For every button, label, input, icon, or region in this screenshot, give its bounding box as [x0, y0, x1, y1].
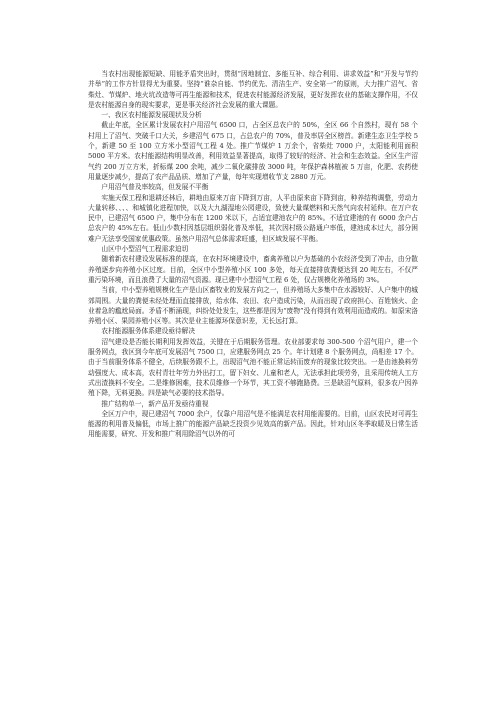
document-body — [88, 69, 418, 440]
section-heading: 一、我区农村能源发展现状及分析 — [101, 111, 202, 120]
body-paragraph: 沼气建设是否能长期利用发挥效益，关键在于后期服务管理。农业部要求每 300-500 个沼气用户，建一个服务网点，我区到今年底可发展沼气 7500 口，应建服务网点 25 个。年计划建 8 个服务网点，尚相差 17 个。由于当前服务体系不健全，后续服务跟不上，出现沼气池不能正常运转而废弃的现象比较突出。一是由池换料劳动强度大、成本高，农村青壮年劳力外出打工，留下妇女、儿童和老人，无法承担此项劳务，且采用传统人工方式出渣换料不安全。二是维修困难，技术员维修一个环节，其工资不够跑路费。三是缺沼气原料，很多农户因养殖下降，无料更换。四是缺气必要的技术指导。 — [88, 337, 418, 398]
subsection-heading: 山区中小型沼气工程需求迫切 — [101, 245, 189, 254]
body-paragraph: 实施天保工程和退耕还林后，耕地由原来万亩下降到万亩，人平由原来亩下降到亩，种养结构调整，劳动力大量转移、、、、和城镇化进程加快，以及大九湖湿地公园建设，致使大量煤燃料和天然气向农村延伸。在万户农民中，已建沼气 6500 户，集中分布在 1200 米以下，占适宜建池农户的 85%。不适宜建池的有 6000 余户占总农户的 45%左右。低山少数村因基层组织弱化普及率低，其次因村级公路通户率低，建池成本过大，部分困难户无法享受国家优惠政策。虽然户用沼气总体需求旺盛，但区域发展不平衡。 — [88, 193, 418, 243]
body-paragraph: 截止年底，全区累计发展农村户用沼气 6500 口，占全区总农户的 50%，全区 66 个自然村，现有 58 个村用上了沼气、突破千口大关，乡建沼气 675 口，占总农户的 70%，普及率居全区榜首。新建生态卫生学校 5 个，新建 50 至 100 立方米小型沼气工程 4 处。推广节煤炉 1 万余个，省柴灶 7000 户，太阳能利用面积 5000 平方米。农村能源结构明显改善，利用效益显著提高，取得了较好的经济、社会和生态效益。全区生产沼气约 200 万立方米，折标煤 200 余吨，减少二氧化碳排放 3000 吨，年保护森林植被 5 万亩，化肥、农药使用量逐步减少，提高了农产品品质、增加了产量，每年实现增收节支 2880 万元。 — [88, 121, 418, 181]
subsection-heading: 农村能源服务体系建设亟待解决 — [101, 327, 196, 336]
body-paragraph: 随着新农村建设发展标准的提高，在农村环境建设中，畜禽养殖以户为基础的小农经济受到了冲击，由分散养殖逐步向养殖小区过度。目前，全区中小型养殖小区 100 多处，每天直接排放粪便达到 20 吨左右，不仅严重污染环境，而且浪费了大量的沼气资源。现已建中小型沼气工程 6 处，仅占规模化养殖场的 3%。 — [88, 255, 418, 284]
intro-paragraph: 当农村出现能源短缺、用能矛盾突出时，贯彻“因地制宜、多能互补、综合利用、讲求效益”和“开发与节约并举”的工作方针显得尤为重要。坚持“谁杂自能、节约优先、清洁生产、安全第一”的原则，大力推广沼气、省柴灶、节煤炉、地火坑改造等可再生能源和技术，促进农村能源经济发展，更好发挥农业的基础支撑作用，不仅是农村能源自身的现实要求，更是事关经济社会发展的重大课题。 — [88, 70, 418, 109]
body-paragraph: 当前，中小型养殖规模化生产是山区畜牧业的发展方向之一，但养殖场大多集中在水源较好、人户集中的城郊周围。大量的粪便未经处理而直接排放，给水体、农田、农户造成污染，从而出现了政府担心、百姓恼火、企业着急的尴尬局面。矛盾不断涌现，纠纷处处发生，这些都是因为“废物”没有得到有效利用而造成的。如原宋洛养殖小区、果园养殖小区等。其次是业主能源环保意识差，无长远打算。 — [88, 286, 418, 326]
body-paragraph: 全区万户中，现已建沼气 7000 余户，仅靠户用沼气是不能满足农村用能需要的。目前，山区农民对可再生能源的利用普及偏低，市场上推广的能源产品缺乏投资少见效高的新产品。因此，针对山区冬季取暖及日常生活用能需要，研究、开发和推广利用除沼气以外的可 — [88, 409, 418, 439]
subsection-heading: 户用沼气普及率较高，但发展不平衡 — [101, 183, 209, 192]
subsection-heading: 推广结构单一，新产品开发亟待重视 — [101, 399, 209, 408]
